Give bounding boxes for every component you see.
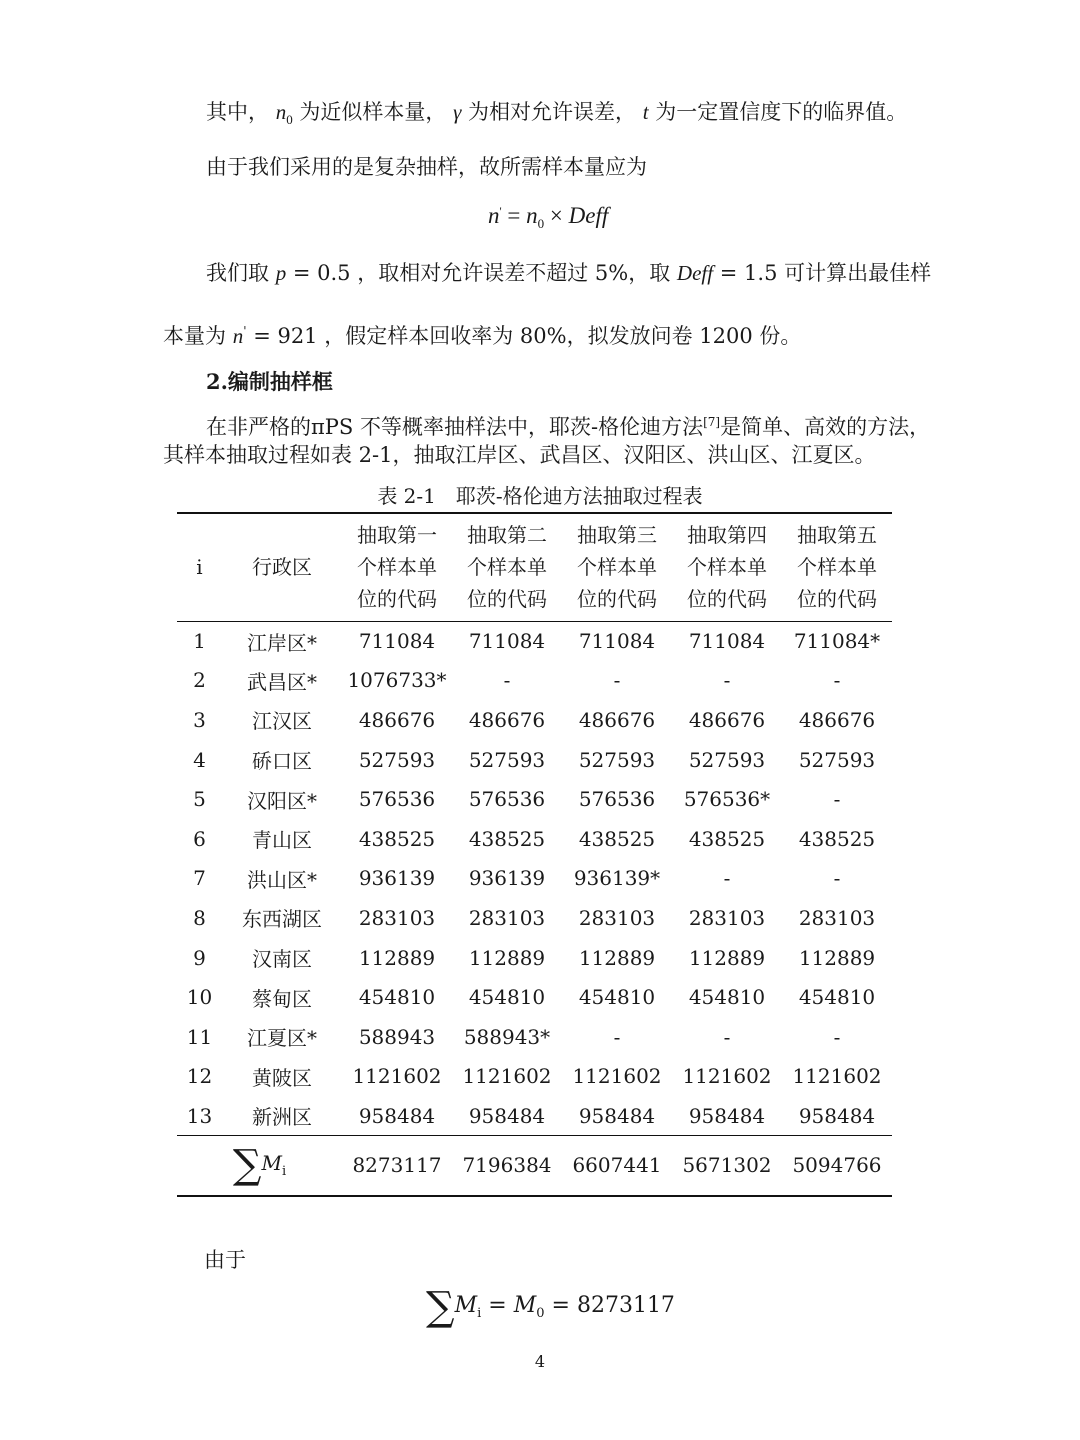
draw-code: 438525 — [688, 826, 766, 851]
district-name: 江岸区* — [247, 630, 317, 655]
draw-code: 283103 — [468, 905, 546, 930]
paragraph-definitions — [206, 98, 907, 134]
draw-code: - — [833, 668, 841, 693]
var-m-subscript: i — [477, 1306, 482, 1321]
draw-code: 1121602 — [682, 1064, 772, 1089]
draw-code: 576536 — [468, 787, 546, 812]
draw-code: 588943* — [463, 1024, 551, 1049]
var-n0 — [275, 100, 293, 127]
draw-code: 1121602 — [792, 1064, 882, 1089]
var-m: M — [261, 1151, 282, 1176]
draw-code: 283103 — [688, 905, 766, 930]
district-name: 江夏区* — [247, 1026, 317, 1051]
var-n-subscript: 0 — [537, 216, 545, 231]
district-name: 蔡甸区 — [252, 986, 312, 1011]
sampling-table — [177, 512, 892, 1197]
sigma-symbol: ∑ — [232, 1142, 262, 1189]
draw-code: 283103 — [798, 905, 876, 930]
table-row — [177, 661, 892, 701]
sum-total-value: 8273117 — [576, 1293, 675, 1318]
draw-code: 576536 — [358, 787, 436, 812]
page-number: 4 — [534, 1352, 546, 1371]
draw-code: 112889 — [468, 945, 546, 970]
draw-code: 486676 — [578, 707, 656, 732]
var-m-subscript: i — [281, 1164, 287, 1180]
table-row — [177, 898, 892, 938]
draw-code: - — [503, 668, 511, 693]
draw-code: 283103 — [358, 905, 436, 930]
header-draw-1 — [342, 513, 452, 621]
paragraph-parameters — [206, 259, 931, 287]
sigma-symbol: ∑ — [426, 1284, 455, 1330]
row-index: 7 — [193, 866, 206, 891]
draw-code: 486676 — [358, 707, 436, 732]
var-p: p — [275, 261, 287, 285]
header-index: i — [196, 555, 203, 580]
draw-code: 454810 — [468, 985, 546, 1010]
sum-value: 8273117 — [352, 1153, 442, 1178]
text-segment: 其中， — [206, 100, 269, 124]
p-value: = 0.5 — [292, 261, 351, 285]
header-line: 位的代码 — [687, 587, 767, 612]
draw-code: 958484 — [578, 1103, 656, 1128]
header-line: 抽取第三 — [577, 523, 657, 548]
header-line: 个样本单 — [797, 555, 877, 580]
sum-value: 5671302 — [682, 1153, 772, 1178]
header-line: 个样本单 — [577, 555, 657, 580]
var-m0 — [513, 1293, 545, 1321]
draw-code: 711084 — [578, 629, 656, 654]
equals-sign: = — [551, 1293, 570, 1318]
district-name: 汉阳区* — [247, 788, 317, 813]
row-index: 2 — [193, 668, 206, 693]
header-draw-2 — [452, 513, 562, 621]
table-row — [177, 740, 892, 780]
draw-code: 711084 — [468, 629, 546, 654]
var-m: M — [513, 1293, 537, 1318]
draw-code: 112889 — [688, 945, 766, 970]
draw-code: 936139 — [468, 866, 546, 891]
table-sum-row — [177, 1136, 892, 1196]
draw-code: 1076733* — [347, 668, 447, 693]
draw-code: 438525 — [358, 826, 436, 851]
draw-code: - — [833, 1024, 841, 1049]
header-line: 位的代码 — [467, 587, 547, 612]
draw-code: 112889 — [578, 945, 656, 970]
draw-code: - — [723, 668, 731, 693]
draw-code: 936139 — [358, 866, 436, 891]
draw-code: 711084 — [688, 629, 766, 654]
header-line: 个样本单 — [357, 555, 437, 580]
row-index: 3 — [193, 707, 206, 732]
text-segment: 本量为 — [163, 324, 226, 348]
row-index: 11 — [186, 1024, 213, 1049]
formula-sample-size — [488, 197, 608, 238]
draw-code: 486676 — [798, 707, 876, 732]
paragraph-complex-sampling: 由于我们采用的是复杂抽样，故所需样本量应为 — [206, 155, 647, 179]
table-row — [177, 1057, 892, 1097]
row-index: 4 — [193, 747, 206, 772]
draw-code: 958484 — [358, 1103, 436, 1128]
var-deff: Deff — [676, 261, 714, 285]
sum-value: 5094766 — [792, 1153, 882, 1178]
row-index: 12 — [186, 1064, 213, 1089]
var-n: n — [526, 203, 538, 228]
header-line: 抽取第二 — [467, 523, 547, 548]
section-heading: 2.编制抽样框 — [206, 369, 333, 394]
draw-code: 958484 — [798, 1103, 876, 1128]
text-segment: 是简单、高效的方法， — [720, 415, 931, 439]
table-row — [177, 1017, 892, 1057]
text-segment: 为一定置信度下的临界值。 — [655, 100, 908, 124]
table-header-row — [177, 513, 892, 621]
table-body — [177, 621, 892, 1136]
draw-code: 936139* — [573, 866, 661, 891]
sum-value: 6607441 — [572, 1153, 662, 1178]
draw-code: - — [833, 866, 841, 891]
equals-sign: = — [488, 1293, 507, 1318]
header-line: 位的代码 — [357, 587, 437, 612]
district-name: 江汉区 — [252, 709, 312, 734]
text-segment: 在非严格的πPS 不等概率抽样法中，耶茨-格伦迪方法 — [206, 415, 704, 439]
draw-code: - — [613, 668, 621, 693]
text-segment: 为相对允许误差， — [468, 100, 637, 124]
paragraph-method-process: 其样本抽取过程如表 2-1，抽取江岸区、武昌区、汉阳区、洪山区、江夏区。 — [163, 443, 876, 467]
draw-code: 112889 — [798, 945, 876, 970]
text-segment: 我们取 — [206, 261, 269, 285]
var-gamma: γ — [453, 100, 462, 124]
prime-mark: ' — [499, 204, 502, 218]
var-t: t — [642, 100, 649, 124]
row-index: 13 — [186, 1103, 213, 1128]
prime-mark: ' — [243, 324, 247, 338]
header-line: 抽取第四 — [687, 523, 767, 548]
header-draw-5 — [782, 513, 892, 621]
draw-code: 711084* — [793, 629, 881, 654]
row-index: 10 — [186, 985, 213, 1010]
table-row — [177, 1096, 892, 1136]
draw-code: - — [723, 1024, 731, 1049]
times-sign: × — [549, 203, 563, 228]
paragraph-since: 由于 — [204, 1248, 246, 1272]
draw-code: 438525 — [578, 826, 656, 851]
row-index: 5 — [193, 787, 206, 812]
draw-code: 576536* — [683, 787, 771, 812]
table-row — [177, 700, 892, 740]
table-row — [177, 819, 892, 859]
row-index: 6 — [193, 826, 206, 851]
draw-code: 527593 — [578, 747, 656, 772]
district-name: 青山区 — [252, 828, 312, 853]
var-deff: Deff — [568, 203, 609, 228]
district-name: 武昌区* — [247, 669, 317, 694]
draw-code: 454810 — [578, 985, 656, 1010]
draw-code: 454810 — [798, 985, 876, 1010]
header-line: 抽取第五 — [797, 523, 877, 548]
n-value: = 921 — [253, 324, 318, 348]
draw-code: 527593 — [358, 747, 436, 772]
draw-code: 576536 — [578, 787, 656, 812]
draw-code: 454810 — [358, 985, 436, 1010]
paragraph-method-intro — [206, 408, 930, 441]
sum-value: 7196384 — [462, 1153, 552, 1178]
header-line: 抽取第一 — [357, 523, 437, 548]
draw-code: - — [723, 866, 731, 891]
draw-code: 1121602 — [352, 1064, 442, 1089]
header-draw-3 — [562, 513, 672, 621]
draw-code: 486676 — [468, 707, 546, 732]
district-name: 硚口区 — [252, 749, 312, 774]
text-segment: ，假定样本回收率为 80%，拟发放问卷 1200 份。 — [324, 324, 802, 348]
table-row — [177, 859, 892, 899]
draw-code: - — [833, 787, 841, 812]
paragraph-sample-result — [163, 317, 801, 350]
var-n: n — [232, 324, 244, 348]
table-row — [177, 621, 892, 661]
citation-ref: [7] — [703, 415, 721, 429]
table-row — [177, 977, 892, 1017]
draw-code: 112889 — [358, 945, 436, 970]
draw-code: 958484 — [468, 1103, 546, 1128]
draw-code: 438525 — [798, 826, 876, 851]
sum-variable — [454, 1293, 482, 1321]
var-m: M — [454, 1293, 478, 1318]
draw-code: 527593 — [688, 747, 766, 772]
district-name: 东西湖区 — [242, 907, 322, 932]
equals-sign: = — [507, 203, 521, 228]
text-segment: 为近似样本量， — [299, 100, 447, 124]
formula-sum-total — [426, 1286, 675, 1334]
draw-code: 527593 — [798, 747, 876, 772]
draw-code: 711084 — [358, 629, 436, 654]
draw-code: 1121602 — [572, 1064, 662, 1089]
table-row — [177, 779, 892, 819]
draw-code: 438525 — [468, 826, 546, 851]
draw-code: 958484 — [688, 1103, 766, 1128]
row-index: 1 — [193, 629, 206, 654]
header-draw-4 — [672, 513, 782, 621]
district-name: 新洲区 — [252, 1105, 312, 1130]
draw-code: 486676 — [688, 707, 766, 732]
draw-code: 527593 — [468, 747, 546, 772]
header-line: 个样本单 — [687, 555, 767, 580]
text-segment: ，取相对允许误差不超过 5%，取 — [357, 261, 671, 285]
draw-code: 588943 — [358, 1024, 436, 1049]
text-segment: 可计算出最佳样 — [784, 261, 932, 285]
header-line: 个样本单 — [467, 555, 547, 580]
table-caption: 表 2-1 耶茨-格伦迪方法抽取过程表 — [377, 484, 703, 508]
var-m-subscript: 0 — [536, 1306, 545, 1321]
sum-variable — [261, 1151, 287, 1180]
header-district: 行政区 — [252, 555, 312, 580]
district-name: 洪山区* — [247, 867, 317, 892]
draw-code: 283103 — [578, 905, 656, 930]
header-line: 位的代码 — [797, 587, 877, 612]
var-n: n — [488, 203, 500, 228]
district-name: 汉南区 — [252, 947, 312, 972]
draw-code: 1121602 — [462, 1064, 552, 1089]
header-line: 位的代码 — [577, 587, 657, 612]
table-row — [177, 938, 892, 978]
var-n-subscript: 0 — [286, 112, 293, 127]
row-index: 8 — [193, 905, 206, 930]
row-index: 9 — [193, 945, 206, 970]
draw-code: - — [613, 1024, 621, 1049]
deff-value: = 1.5 — [719, 261, 778, 285]
var-n: n — [275, 100, 287, 124]
sum-label-cell — [177, 1136, 342, 1196]
district-name: 黄陂区 — [252, 1065, 312, 1090]
draw-code: 454810 — [688, 985, 766, 1010]
